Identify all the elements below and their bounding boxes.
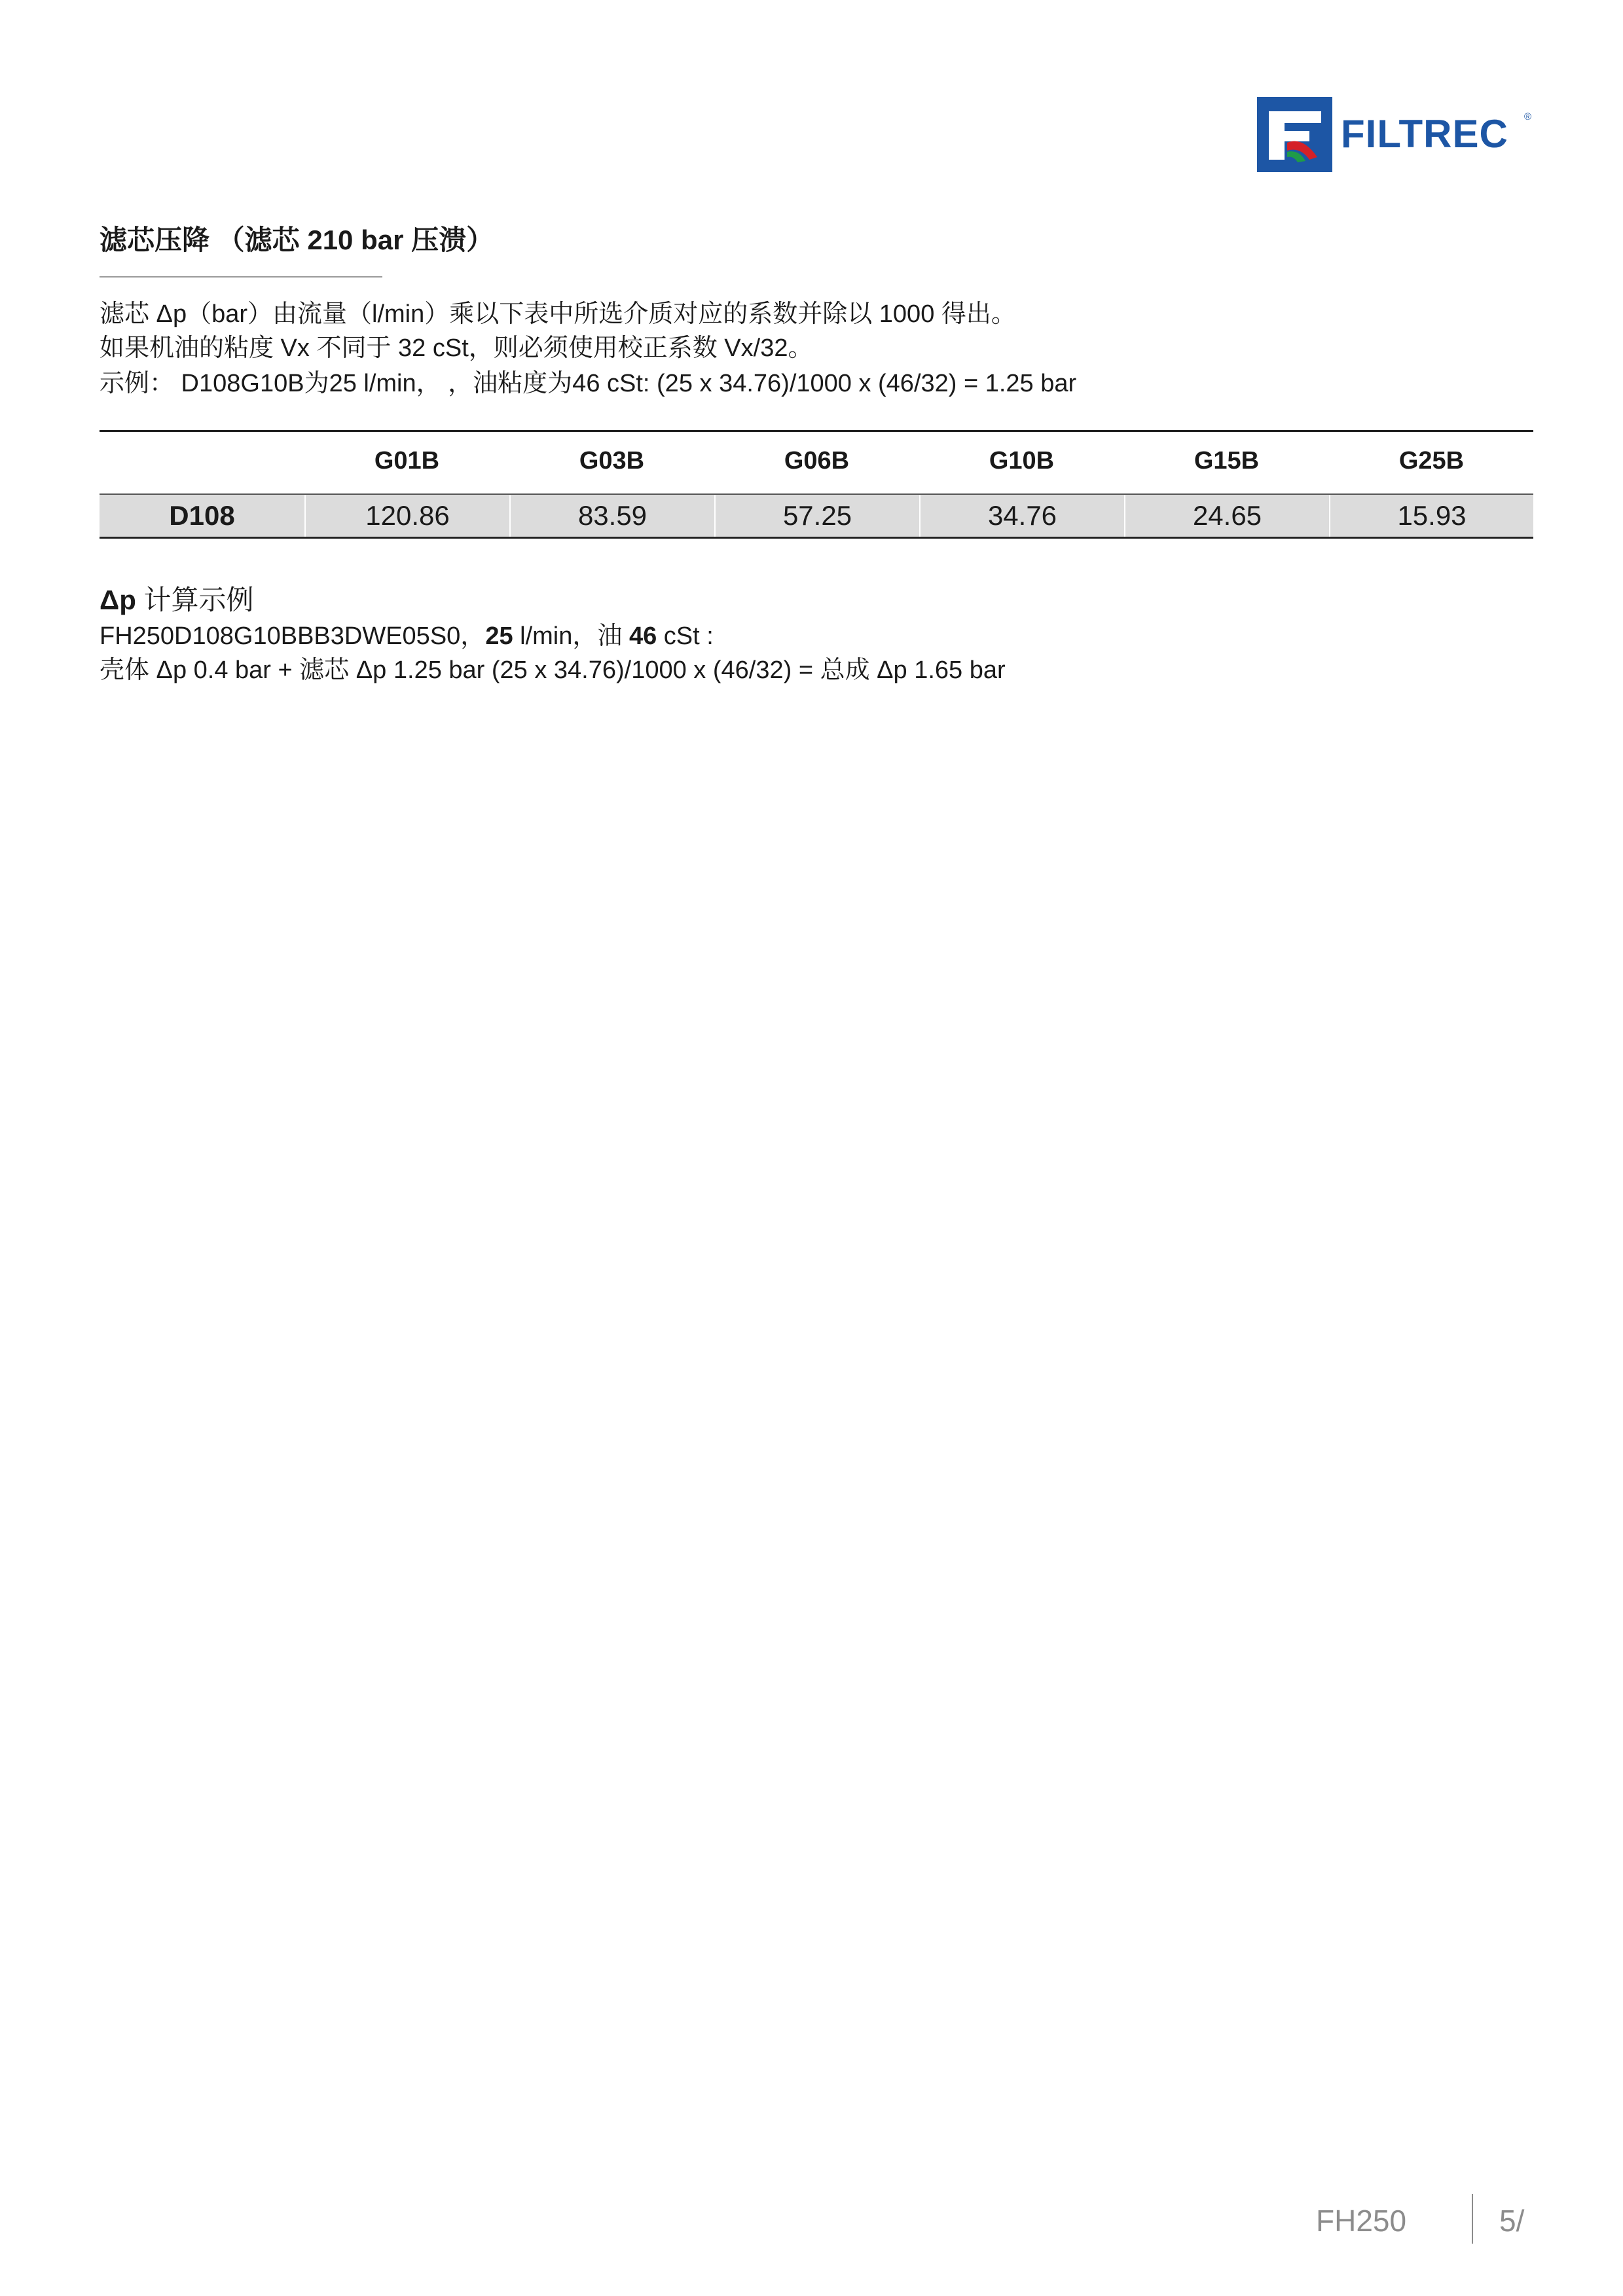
brand-name: FILTREC bbox=[1341, 112, 1508, 156]
registered-mark: ® bbox=[1524, 111, 1532, 122]
table-header: G01B bbox=[374, 447, 440, 475]
example-part-cst: cSt : bbox=[657, 622, 714, 650]
table-cell: 24.65 bbox=[1124, 495, 1329, 537]
brand-logo bbox=[1257, 97, 1539, 172]
example-line-2: 壳体 Δp 0.4 bar + 滤芯 Δp 1.25 bar (25 x 34.76)/1000 x (46/32) = 总成 Δp 1.65 bar bbox=[100, 656, 1006, 684]
table-cell: 120.86 bbox=[304, 495, 509, 537]
example-viscosity: 46 bbox=[629, 622, 657, 650]
table-header: G03B bbox=[579, 447, 645, 475]
table-cell: 83.59 bbox=[509, 495, 714, 537]
description-line-2: 如果机油的粘度 Vx 不同于 32 cSt，则必须使用校正系数 Vx/32。 bbox=[100, 334, 813, 362]
footer-model-code: FH250 bbox=[1316, 2204, 1407, 2238]
table-bottom-rule bbox=[100, 537, 1533, 539]
example-part-unit: l/min，油 bbox=[513, 622, 629, 650]
table-header: G10B bbox=[989, 447, 1055, 475]
table-row bbox=[100, 495, 1533, 537]
description-line-1: 滤芯 Δp（bar）由流量（l/min）乘以下表中所选介质对应的系数并除以 1000 得出。 bbox=[100, 300, 1016, 328]
example-title-delta: Δp bbox=[100, 584, 136, 615]
section-title: 滤芯压降 （滤芯 210 bar 压溃） bbox=[100, 224, 494, 255]
example-title-text: 计算示例 bbox=[136, 584, 254, 615]
table-top-rule bbox=[100, 430, 1533, 432]
example-line-1 bbox=[100, 615, 714, 651]
table-cell: 34.76 bbox=[919, 495, 1124, 537]
example-title bbox=[100, 579, 254, 618]
row-label: D108 bbox=[169, 500, 235, 531]
footer-separator bbox=[1472, 2194, 1473, 2244]
table-header: G15B bbox=[1194, 447, 1260, 475]
footer-page-number: 5/ bbox=[1499, 2204, 1525, 2238]
table-cell: 57.25 bbox=[714, 495, 919, 537]
title-underline bbox=[100, 276, 382, 278]
description-line-3: 示例： D108G10B为25 l/min， ，油粘度为46 cSt: (25 x 34.76)/1000 x (46/32) = 1.25 bar bbox=[100, 370, 1077, 397]
example-part-code: FH250D108G10BBB3DWE05S0， bbox=[100, 622, 486, 650]
example-flow: 25 bbox=[485, 622, 513, 650]
filtrec-logo-icon bbox=[1257, 97, 1332, 172]
table-header: G25B bbox=[1398, 447, 1465, 475]
table-cell: 15.93 bbox=[1329, 495, 1533, 537]
table-header: G06B bbox=[784, 447, 850, 475]
